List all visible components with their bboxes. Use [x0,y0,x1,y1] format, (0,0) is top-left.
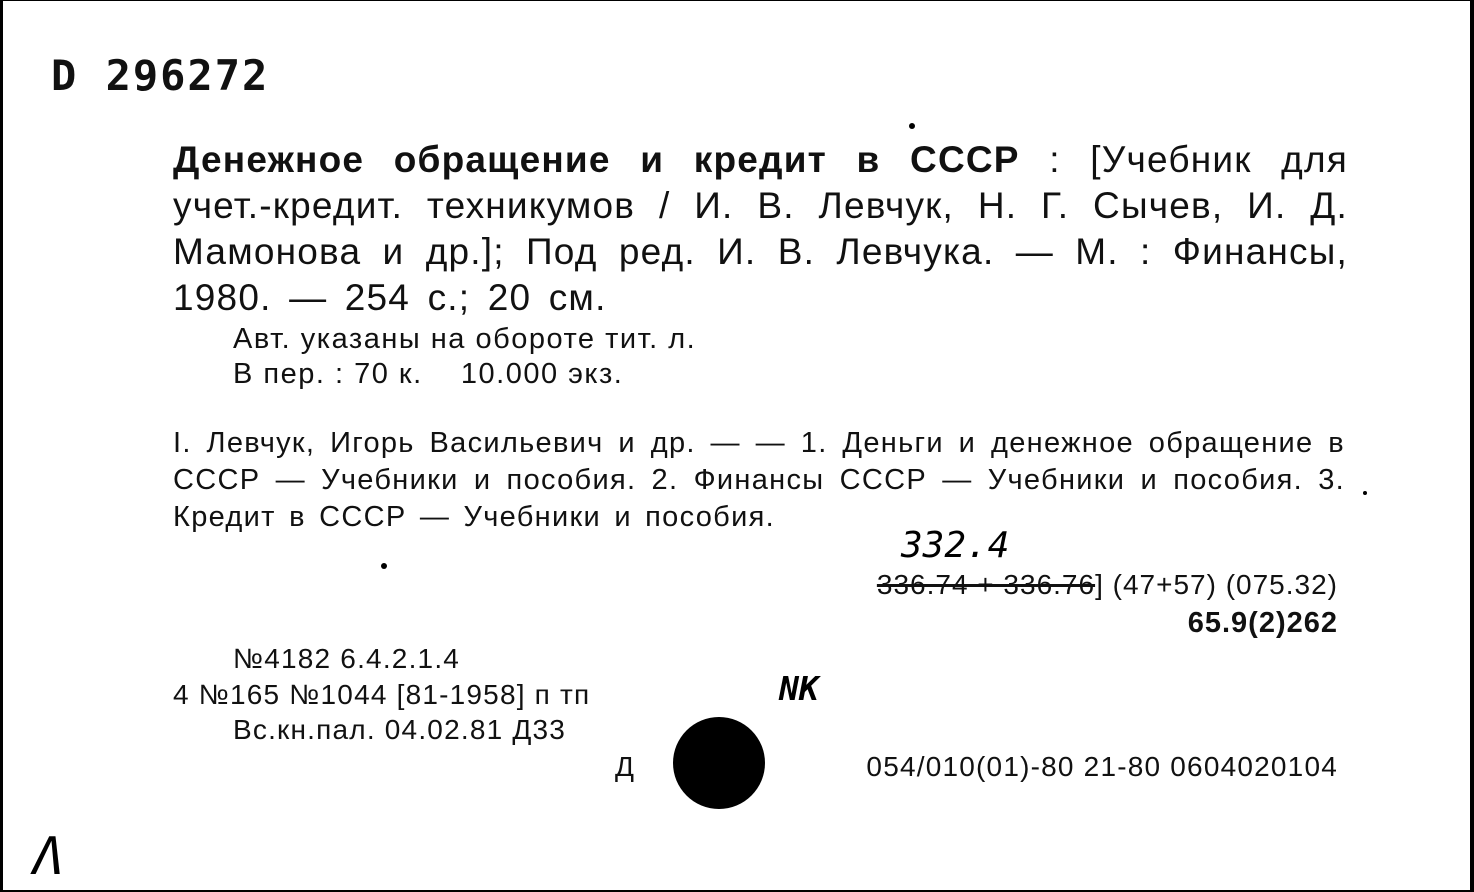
udc-classification [877,569,1338,601]
code-line: 054/010(01)-80 21-80 0604020104 [866,751,1338,782]
struck-classification: 336.74 + 336.76 [876,569,1096,600]
call-number: D 296272 [51,51,270,100]
bbk-classification: 65.9(2)262 [1187,607,1338,639]
ink-speck [381,563,387,569]
note-authors: Авт. указаны на обороте тит. л. [233,323,697,355]
subject-tracings: I. Левчук, Игорь Васильевич и др. — — 1. Деньги и денежное обращение в СССР — Учебники и пособия. 2. Финансы СССР — Учебники и пособия. 3. Кредит в СССР — Учебники и пособия. [173,427,1345,533]
ink-speck [1363,491,1367,495]
record-number: №4182 6.4.2.1.4 [233,643,461,674]
classification-rest: ] (47+57) (075.32) [1095,569,1338,600]
main-entry [173,137,1348,321]
handwritten-classification: 332.4 [901,525,1010,566]
catalog-line: 4 №165 №1044 [81-1958] п тп [173,679,591,710]
corner-mark: Λ [33,827,65,887]
entry-description: : [Учебник для учет.-кредит. техникумов / И. В. Левчук, Н. Г. Сычев, И. Д. Мамонова и др.]; Под ред. И. В. Левчука. — М. : Финансы, 1980. — 254 с.; 20 см. [173,139,1348,318]
chamber-line: Вс.кн.пал. 04.02.81 Д33 [233,714,567,745]
note-price: В пер. : 70 к. 10.000 экз. [233,358,624,390]
ink-speck [909,123,915,129]
book-title: Денежное обращение и кредит в СССР [173,139,1020,180]
handwritten-mark: NK [779,669,819,708]
punch-hole [673,717,765,809]
d-letter: Д [615,751,636,782]
